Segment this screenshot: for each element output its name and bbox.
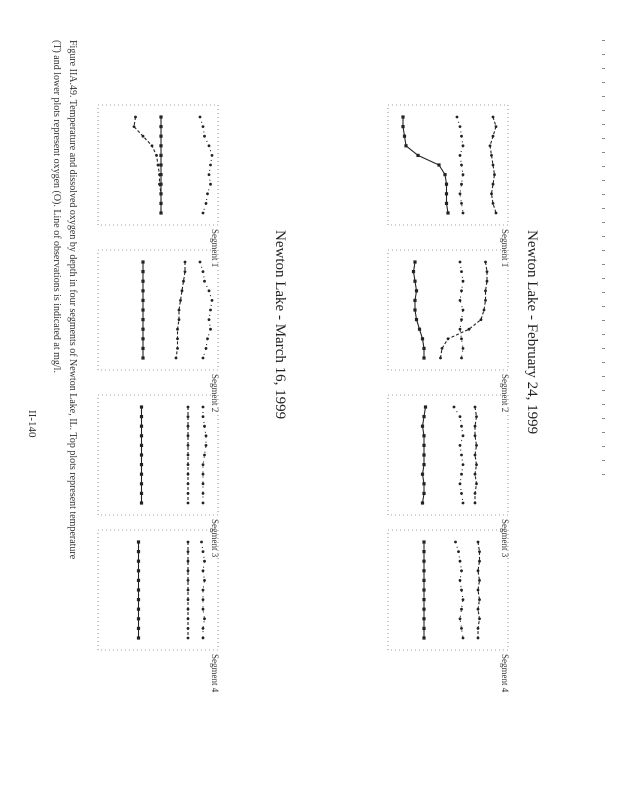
temperature-point	[187, 463, 190, 466]
oxygen-point	[141, 337, 144, 340]
temperature-point	[187, 425, 190, 428]
oxygen-point	[141, 289, 144, 292]
oxygen-point	[422, 617, 425, 620]
top-marker-point	[211, 154, 214, 157]
temperature-point	[187, 627, 190, 630]
top-marker-point	[456, 116, 459, 119]
temperature-line	[176, 262, 185, 358]
temperature-point	[475, 482, 478, 485]
temperature-point	[155, 154, 158, 157]
top-marker-point	[459, 192, 462, 195]
top-marker-point	[202, 212, 205, 215]
top-marker-point	[208, 144, 211, 147]
top-marker-point	[459, 154, 462, 157]
temperature-point	[187, 637, 190, 640]
oxygen-point	[422, 550, 425, 553]
top-marker-point	[460, 627, 463, 630]
temperature-point	[178, 318, 181, 321]
temperature-point	[486, 270, 489, 273]
top-marker-point	[459, 261, 462, 264]
oxygen-point	[137, 569, 140, 572]
top-marker-point	[205, 444, 208, 447]
top-marker-point	[209, 309, 212, 312]
oxygen-point	[422, 560, 425, 563]
temperature-point	[495, 125, 498, 128]
top-marker-point	[460, 183, 463, 186]
temperature-point	[478, 579, 481, 582]
oxygen-point	[137, 617, 140, 620]
oxygen-point	[140, 453, 143, 456]
temperature-point	[187, 589, 190, 592]
top-marker-point	[205, 434, 208, 437]
figure-caption-line-1: Figure IIA.49. Temperature and dissolved oxygen by depth in four segments of Newton Lake, IL. Top plots represent temperature	[67, 40, 78, 560]
temperature-point	[474, 434, 477, 437]
top-marker-point	[206, 337, 209, 340]
temperature-point	[474, 454, 477, 457]
temperature-point	[133, 125, 136, 128]
top-marker-point	[460, 270, 463, 273]
top-marker-point	[202, 550, 205, 553]
page-number: II-140	[26, 410, 38, 438]
temperature-point	[151, 144, 154, 147]
temperature-point	[441, 347, 444, 350]
temperature-point	[484, 299, 487, 302]
oxygen-point	[413, 280, 416, 283]
top-marker-point	[459, 444, 462, 447]
oxygen-point	[422, 608, 425, 611]
oxygen-point	[422, 444, 425, 447]
temperature-point	[439, 357, 442, 360]
oxygen-point	[140, 434, 143, 437]
oxygen-point	[445, 192, 448, 195]
oxygen-point	[413, 308, 416, 311]
top-marker-point	[203, 425, 206, 428]
top-marker-point	[209, 164, 212, 167]
top-marker-point	[460, 569, 463, 572]
oxygen-point	[445, 202, 448, 205]
segment-panel	[368, 105, 510, 268]
top-marker-point	[202, 502, 205, 505]
temperature-point	[492, 135, 495, 138]
oxygen-point	[140, 425, 143, 428]
oxygen-point	[159, 192, 162, 195]
plot-frame	[98, 395, 218, 515]
top-marker-point	[203, 560, 206, 563]
top-marker-point	[211, 299, 214, 302]
temperature-point	[475, 463, 478, 466]
top-marker-point	[462, 173, 465, 176]
temperature-point	[187, 541, 190, 544]
oxygen-point	[141, 260, 144, 263]
temperature-point	[134, 116, 137, 119]
top-marker-point	[199, 261, 202, 264]
top-marker-point	[459, 125, 462, 128]
oxygen-point	[437, 163, 440, 166]
oxygen-point	[422, 540, 425, 543]
top-marker-point	[453, 406, 456, 409]
temperature-point	[181, 289, 184, 292]
top-marker-point	[203, 280, 206, 283]
top-marker-point	[459, 328, 462, 331]
temperature-point	[484, 289, 487, 292]
oxygen-point	[422, 569, 425, 572]
top-marker-point	[460, 473, 463, 476]
oxygen-point	[159, 202, 162, 205]
top-marker-point	[202, 482, 205, 485]
oxygen-point	[140, 444, 143, 447]
top-marker-point	[208, 173, 211, 176]
top-marker-point	[460, 202, 463, 205]
oxygen-point	[422, 627, 425, 630]
top-marker-point	[202, 608, 205, 611]
top-marker-point	[462, 434, 465, 437]
temperature-point	[492, 183, 495, 186]
temperature-point	[484, 261, 487, 264]
oxygen-point	[422, 463, 425, 466]
depth-profile-plot	[98, 250, 218, 370]
oxygen-point	[421, 425, 424, 428]
oxygen-point	[416, 154, 419, 157]
oxygen-point	[159, 183, 162, 186]
oxygen-point	[159, 125, 162, 128]
depth-profile-plot	[98, 105, 218, 225]
oxygen-point	[422, 415, 425, 418]
depth-profile-plot	[388, 395, 508, 515]
oxygen-point	[159, 154, 162, 157]
oxygen-point	[421, 337, 424, 340]
oxygen-point	[422, 356, 425, 359]
temperature-point	[179, 299, 182, 302]
temperature-point	[493, 173, 496, 176]
temperature-point	[495, 212, 498, 215]
top-marker-point	[459, 415, 462, 418]
top-marker-point	[205, 347, 208, 350]
top-marker-point	[459, 560, 462, 563]
top-marker-point	[462, 347, 465, 350]
top-marker-point	[202, 569, 205, 572]
oxygen-point	[421, 501, 424, 504]
oxygen-point	[159, 135, 162, 138]
top-marker-point	[208, 289, 211, 292]
top-marker-point	[203, 579, 206, 582]
depth-profile-plot	[98, 530, 218, 650]
plot-frame	[98, 250, 218, 370]
plot-frame	[388, 250, 508, 370]
oxygen-point	[413, 260, 416, 263]
temperature-point	[182, 280, 185, 283]
oxygen-point	[401, 125, 404, 128]
top-marker-point	[202, 473, 205, 476]
oxygen-point	[137, 598, 140, 601]
temperature-point	[187, 560, 190, 563]
temperature-point	[492, 202, 495, 205]
oxygen-point	[141, 299, 144, 302]
oxygen-point	[140, 405, 143, 408]
oxygen-point	[422, 453, 425, 456]
top-marker-point	[462, 637, 465, 640]
top-marker-point	[460, 589, 463, 592]
top-marker-point	[202, 415, 205, 418]
oxygen-point	[415, 318, 418, 321]
oxygen-point	[137, 560, 140, 563]
temperature-point	[176, 328, 179, 331]
oxygen-point	[445, 183, 448, 186]
top-marker-point	[199, 116, 202, 119]
top-marker-point	[206, 192, 209, 195]
top-marker-point	[208, 318, 211, 321]
temperature-point	[474, 492, 477, 495]
oxygen-point	[422, 598, 425, 601]
top-marker-point	[462, 144, 465, 147]
temperature-point	[187, 579, 190, 582]
temperature-point	[480, 318, 483, 321]
depth-profile-plot	[388, 530, 508, 650]
oxygen-point	[140, 415, 143, 418]
temperature-point	[474, 502, 477, 505]
top-marker-point	[202, 463, 205, 466]
top-marker-point	[460, 289, 463, 292]
segment-panel	[78, 250, 220, 413]
oxygen-point	[141, 270, 144, 273]
oxygen-point	[415, 289, 418, 292]
segment-label: Segment 4	[500, 654, 510, 693]
top-marker-point	[462, 598, 465, 601]
oxygen-point	[141, 280, 144, 283]
temperature-point	[477, 569, 480, 572]
temperature-point	[187, 598, 190, 601]
oxygen-point	[140, 492, 143, 495]
depth-profile-plot	[98, 395, 218, 515]
depth-profile-plot	[388, 105, 508, 225]
temperature-point	[187, 617, 190, 620]
top-marker-point	[454, 541, 457, 544]
oxygen-point	[413, 299, 416, 302]
group-title-march: Newton Lake - March 16, 1999	[272, 230, 288, 420]
top-marker-point	[203, 135, 206, 138]
top-marker-point	[460, 135, 463, 138]
top-marker-point	[202, 270, 205, 273]
temperature-point	[490, 192, 493, 195]
oxygen-point	[159, 211, 162, 214]
temperature-point	[187, 550, 190, 553]
oxygen-point	[159, 115, 162, 118]
top-marker-point	[462, 212, 465, 215]
oxygen-point	[421, 473, 424, 476]
top-marker-point	[209, 183, 212, 186]
top-marker-point	[460, 608, 463, 611]
oxygen-point	[422, 579, 425, 582]
oxygen-point	[140, 463, 143, 466]
oxygen-point	[137, 579, 140, 582]
top-marker-point	[460, 454, 463, 457]
top-marker-point	[209, 328, 212, 331]
oxygen-point	[422, 588, 425, 591]
temperature-point	[490, 154, 493, 157]
top-marker-point	[202, 406, 205, 409]
temperature-point	[187, 608, 190, 611]
oxygen-point	[141, 308, 144, 311]
temperature-point	[475, 444, 478, 447]
oxygen-point	[412, 270, 415, 273]
temperature-point	[489, 144, 492, 147]
temperature-point	[175, 357, 178, 360]
top-marker-point	[457, 550, 460, 553]
oxygen-point	[403, 135, 406, 138]
oxygen-point	[422, 636, 425, 639]
top-marker-point	[205, 202, 208, 205]
oxygen-point	[159, 163, 162, 166]
temperature-point	[184, 261, 187, 264]
oxygen-line	[403, 117, 448, 213]
segment-label: Segment 1	[210, 229, 220, 268]
segment-label: Segment 2	[210, 374, 220, 413]
oxygen-point	[141, 356, 144, 359]
oxygen-point	[140, 501, 143, 504]
temperature-point	[447, 337, 450, 340]
top-marker-point	[462, 280, 465, 283]
top-marker-point	[460, 425, 463, 428]
oxygen-point	[401, 115, 404, 118]
oxygen-point	[159, 144, 162, 147]
oxygen-point	[422, 482, 425, 485]
top-marker-point	[462, 502, 465, 505]
temperature-point	[474, 473, 477, 476]
oxygen-point	[141, 318, 144, 321]
temperature-point	[187, 492, 190, 495]
top-marker-point	[462, 309, 465, 312]
top-marker-point	[460, 318, 463, 321]
temperature-point	[176, 347, 179, 350]
temperature-point	[468, 328, 471, 331]
temperature-point	[477, 627, 480, 630]
temperature-point	[475, 415, 478, 418]
group-title-february: Newton Lake - February 24, 1999	[524, 230, 540, 435]
top-marker-point	[202, 492, 205, 495]
top-marker-point	[459, 579, 462, 582]
oxygen-point	[137, 636, 140, 639]
temperature-point	[187, 482, 190, 485]
top-marker-point	[202, 125, 205, 128]
top-marker-point	[460, 164, 463, 167]
segment-panel	[368, 395, 510, 558]
segment-label: Segment 2	[500, 374, 510, 413]
oxygen-point	[159, 173, 162, 176]
oxygen-point	[140, 482, 143, 485]
temperature-point	[474, 425, 477, 428]
oxygen-point	[418, 328, 421, 331]
temperature-point	[142, 135, 145, 138]
temperature-point	[187, 454, 190, 457]
temperature-point	[187, 473, 190, 476]
plot-frame	[388, 530, 508, 650]
top-marker-point	[202, 637, 205, 640]
segment-panel	[368, 530, 510, 693]
temperature-point	[178, 309, 181, 312]
segment-label: Segment 4	[210, 654, 220, 693]
top-marker-point	[203, 454, 206, 457]
segment-label: Segment 3	[210, 519, 220, 558]
oxygen-point	[446, 211, 449, 214]
top-marker-point	[202, 598, 205, 601]
top-marker-point	[460, 337, 463, 340]
plot-frame	[388, 105, 508, 225]
depth-profile-plot	[388, 250, 508, 370]
top-marker-point	[202, 627, 205, 630]
temperature-point	[477, 589, 480, 592]
top-marker-point	[200, 541, 203, 544]
temperature-point	[477, 541, 480, 544]
segment-panel	[78, 105, 220, 268]
segment-label: Segment 3	[500, 519, 510, 558]
top-marker-point	[202, 589, 205, 592]
temperature-point	[187, 502, 190, 505]
temperature-point	[483, 309, 486, 312]
top-marker-point	[460, 357, 463, 360]
temperature-point	[187, 415, 190, 418]
oxygen-point	[137, 627, 140, 630]
oxygen-point	[137, 608, 140, 611]
temperature-point	[157, 164, 160, 167]
temperature-point	[478, 550, 481, 553]
oxygen-point	[137, 550, 140, 553]
plot-frame	[388, 395, 508, 515]
temperature-point	[477, 637, 480, 640]
temperature-point	[184, 270, 187, 273]
oxygen-point	[141, 328, 144, 331]
segment-label: Segment 1	[500, 229, 510, 268]
oxygen-point	[422, 347, 425, 350]
top-marker-point	[459, 299, 462, 302]
oxygen-point	[422, 492, 425, 495]
temperature-point	[492, 116, 495, 119]
temperature-point	[492, 164, 495, 167]
top-marker-point	[203, 617, 206, 620]
temperature-point	[477, 608, 480, 611]
top-marker-point	[459, 482, 462, 485]
temperature-point	[478, 560, 481, 563]
oxygen-point	[141, 347, 144, 350]
oxygen-point	[137, 588, 140, 591]
temperature-point	[176, 337, 179, 340]
oxygen-point	[443, 173, 446, 176]
temperature-point	[187, 434, 190, 437]
temperature-point	[474, 406, 477, 409]
top-marker-point	[459, 617, 462, 620]
oxygen-point	[422, 434, 425, 437]
segment-panel	[78, 530, 220, 693]
top-marker-point	[460, 492, 463, 495]
temperature-point	[187, 406, 190, 409]
top-marker-point	[202, 357, 205, 360]
temperature-point	[478, 617, 481, 620]
oxygen-point	[404, 144, 407, 147]
segment-panel	[368, 250, 510, 413]
oxygen-point	[424, 405, 427, 408]
oxygen-point	[137, 540, 140, 543]
temperature-point	[478, 598, 481, 601]
oxygen-point	[140, 473, 143, 476]
temperature-point	[187, 569, 190, 572]
temperature-point	[187, 444, 190, 447]
top-marker-point	[462, 463, 465, 466]
temperature-point	[486, 280, 489, 283]
figure-caption-line-2: (T) and lower plots represent oxygen (O). Line of observations is indicated at mg/l.	[51, 40, 62, 373]
segment-panel	[78, 395, 220, 558]
plot-frame	[98, 530, 218, 650]
